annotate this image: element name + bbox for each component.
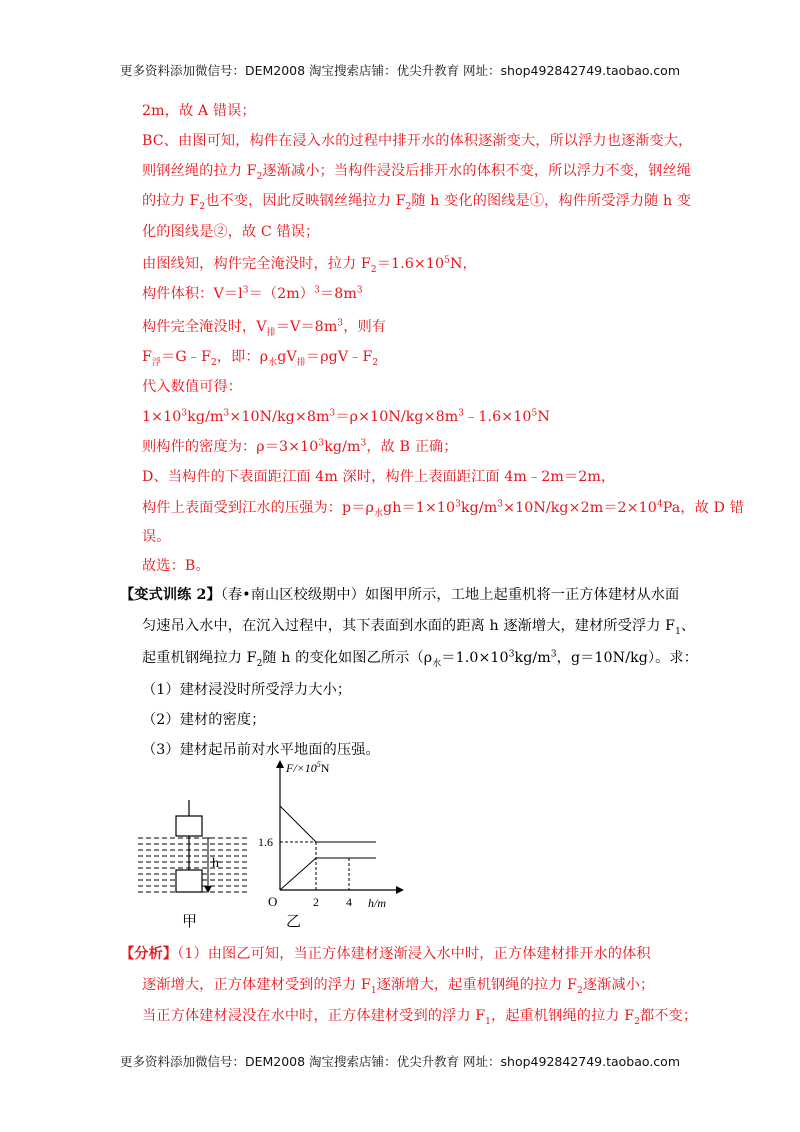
y-axis-arrow-icon bbox=[276, 760, 284, 768]
solution-line: $1\times 10^3kg/m^3\times 10N/kg\times 8m^3=\rho\times 10N/kg\times 8m^3﹣1.6\times 10^5N$ bbox=[142, 408, 550, 425]
caption-yi: 乙 bbox=[286, 912, 302, 930]
figure-svg bbox=[138, 760, 418, 935]
solution-line: 化的图线是②，故 C 错误； bbox=[142, 224, 320, 240]
page-header: 更多资料添加微信号：DEM2008 淘宝搜索店铺：优尖升教育 网址：shop492842749.taobao.com bbox=[119, 63, 681, 78]
solution-line: 则构件的密度为：$\rho=3\times 10^3kg/m^3$，故 B 正确； bbox=[142, 438, 458, 455]
lower-block bbox=[176, 870, 202, 892]
problem-tag: 【变式训练 2】 bbox=[120, 587, 221, 603]
solution-line: 构件上表面受到江水的压强为：$p=\rho_水gh=1\times 10^3kg/m^3\times 10N/kg\times 2m=2\times 10^4Pa$，故 D 错 bbox=[142, 499, 744, 519]
question-3: （3）建材起吊前对水平地面的压强。 bbox=[142, 742, 380, 758]
solution-line: BC、由图可知，构件在浸入水的过程中排开水的体积逐渐变大，所以浮力也逐渐变大， bbox=[142, 133, 693, 149]
solution-line: 构件体积：$V=l^3=(2m)^3=8m^3$ bbox=[142, 285, 363, 302]
solution-line: 的拉力 $F_2$也不变，因此反映钢丝绳拉力 $F_2$随 h 变化的图线是①，构件所受浮力随 h 变 bbox=[142, 193, 692, 212]
solution-line: 则钢丝绳的拉力 $F_2$逐渐减小；当构件浸没后排开水的体积不变，所以浮力不变，钢丝绳 bbox=[142, 163, 692, 182]
figure bbox=[138, 760, 418, 940]
solution-line: 代入数值可得： bbox=[142, 379, 243, 395]
upper-block bbox=[176, 816, 202, 836]
page-footer: 更多资料添加微信号：DEM2008 淘宝搜索店铺：优尖升教育 网址：shop492842749.taobao.com bbox=[119, 1054, 681, 1069]
x-axis-label: h/m bbox=[368, 896, 386, 910]
analysis-line: 逐渐增大，正方体建材受到的浮力 $F_1$逐渐增大，起重机钢绳的拉力 $F_2$逐渐减小； bbox=[142, 977, 655, 996]
x-tick-label: 4 bbox=[346, 895, 352, 909]
analysis-line: 【分析】（1）由图乙可知，当正方体建材逐渐浸入水中时，正方体建材排开水的体积 bbox=[120, 946, 651, 962]
solution-line: 误。 bbox=[142, 529, 171, 545]
x-tick-label: 2 bbox=[313, 895, 319, 909]
y-axis-label: $F/\times 10^5N$ bbox=[286, 760, 330, 775]
analysis-line: 当正方体建材浸没在水中时，正方体建材受到的浮力 $F_1$，起重机钢绳的拉力 $F_2$都不变； bbox=[142, 1008, 698, 1027]
solution-line: D、当构件的下表面距江面 4m 深时，构件上表面距江面 4m﹣2m＝2m， bbox=[142, 469, 616, 485]
solution-line: 2m，故 A 错误； bbox=[142, 103, 256, 119]
problem-line: 起重机钢绳拉力 $F_2$随 h 的变化如图乙所示（$\rho_水=1.0\times 10^3kg/m^3$，g＝10N/kg）。求： bbox=[142, 649, 699, 669]
origin-label: O bbox=[268, 894, 278, 909]
question-1: （1）建材浸没时所受浮力大小； bbox=[142, 682, 352, 698]
question-2: （2）建材的密度； bbox=[142, 712, 266, 728]
line-tension bbox=[280, 806, 376, 842]
solution-line: $F_浮=G﹣F_2$，即：$\rho_水gV_排=\rho gV﹣F_2$ bbox=[142, 349, 379, 368]
caption-jia: 甲 bbox=[182, 912, 198, 930]
solution-line: 故选：B。 bbox=[142, 558, 210, 574]
solution-line: 构件完全淹没时，$V_排=V=8m^3$，则有 bbox=[142, 318, 387, 338]
diagram-jia bbox=[138, 800, 248, 893]
line-buoyancy bbox=[280, 858, 376, 890]
analysis-tag: 【分析】 bbox=[120, 946, 178, 962]
graph-yi bbox=[258, 760, 404, 910]
depth-label: h bbox=[212, 856, 219, 871]
y-tick-label: 1.6 bbox=[258, 835, 273, 849]
problem-line: 匀速吊入水中，在沉入过程中，其下表面到水面的距离 h 逐渐增大，建材所受浮力 $F_1$、 bbox=[142, 618, 696, 637]
problem-line: 【变式训练 2】（春•南山区校级期中）如图甲所示，工地上起重机将一正方体建材从水面 bbox=[120, 587, 680, 603]
solution-line: 由图线知，构件完全淹没时，拉力 $F_2=1.6\times 10^5N$， bbox=[142, 255, 477, 275]
x-axis-arrow-icon bbox=[396, 886, 404, 894]
